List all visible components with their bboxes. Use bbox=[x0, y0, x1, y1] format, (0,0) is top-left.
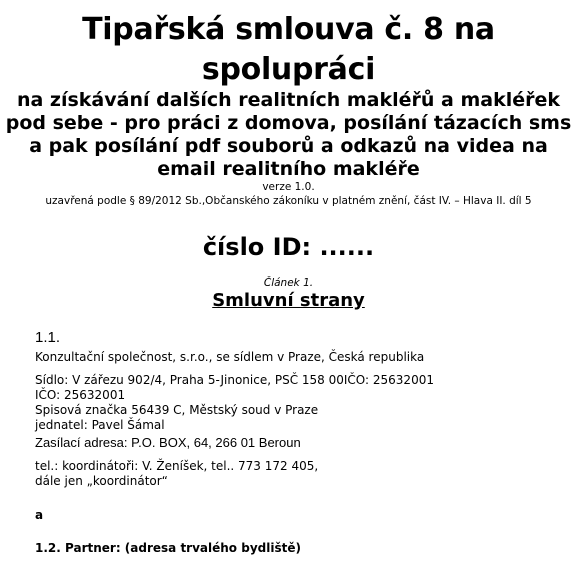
contract-id-label: číslo ID: ...... bbox=[202, 233, 375, 261]
party1-number: 1.1. bbox=[35, 329, 61, 346]
version-text: verze 1.0. bbox=[262, 181, 315, 193]
party1-representative: jednatel: Pavel Šámal bbox=[35, 418, 165, 432]
party1-alias: dále jen „koordinátor“ bbox=[35, 474, 168, 488]
document-title-line-1: Tipařská smlouva č. 8 na bbox=[82, 12, 495, 47]
document-title-line-2: spolupráci bbox=[201, 52, 376, 87]
party2-heading: 1.2. Partner: (adresa trvalého bydliště) bbox=[35, 541, 301, 555]
party1-ico: IČO: 25632001 bbox=[35, 388, 126, 402]
article-label: Článek 1. bbox=[263, 277, 314, 289]
section-title: Smluvní strany bbox=[212, 290, 365, 311]
party1-phone: tel.: koordinátoři: V. Ženíšek, tel.. 773 172 405, bbox=[35, 459, 319, 473]
party1-mailing-address: Zasílací adresa: P.O. BOX, 64, 266 01 Beroun bbox=[35, 435, 301, 450]
conjunction-text: a bbox=[35, 508, 44, 522]
subtitle-line-3: a pak posílání pdf souborů a odkazů na videa na bbox=[29, 135, 548, 157]
party1-registry: Spisová značka 56439 C, Městský soud v Praze bbox=[35, 403, 319, 417]
party1-address: Sídlo: V zářezu 902/4, Praha 5-Jinonice, PSČ 158 00IČO: 25632001 bbox=[35, 373, 434, 387]
subtitle-line-1: na získávání dalších realitních makléřů a makléřek bbox=[16, 89, 561, 111]
subtitle-line-2: pod sebe - pro práci z domova, posílání tázacích sms bbox=[5, 112, 572, 134]
party1-company: Konzultační společnost, s.r.o., se sídlem v Praze, Česká republika bbox=[35, 350, 425, 364]
subtitle-line-4: email realitního makléře bbox=[157, 158, 420, 180]
legal-basis-text: uzavřená podle § 89/2012 Sb.,Občanského zákoníku v platném znění, část IV. – Hlava II. díl 5 bbox=[45, 195, 532, 207]
